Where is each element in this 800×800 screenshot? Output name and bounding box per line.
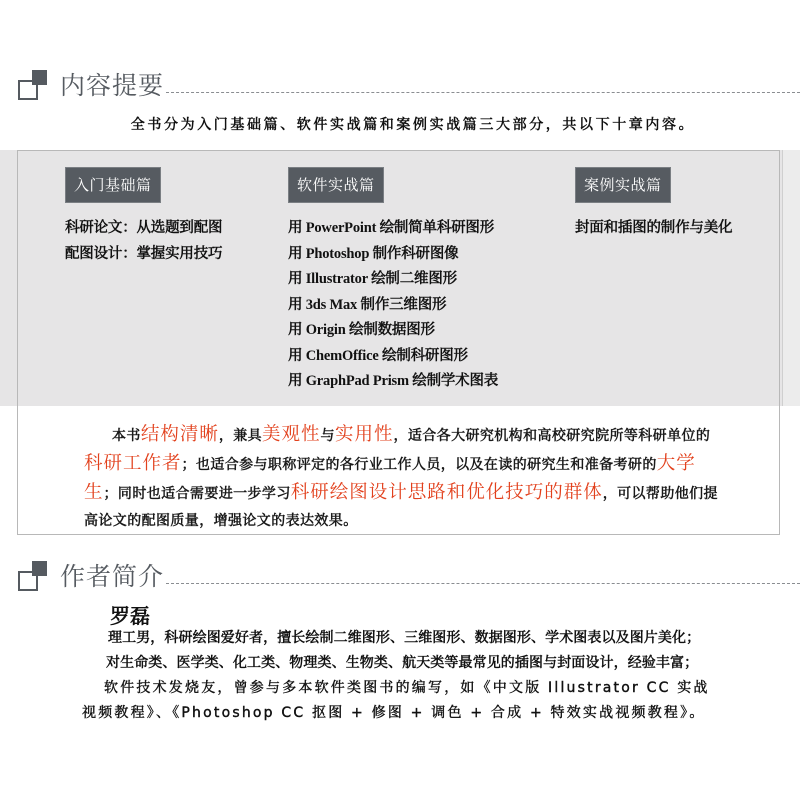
desc-segment: 与 xyxy=(320,428,335,444)
chapter-item: 用 PowerPoint 绘制简单科研图形 xyxy=(288,220,495,236)
author-section-header xyxy=(18,553,164,593)
column-tag-basics: 入门基础篇 xyxy=(65,167,161,203)
column-software xyxy=(288,167,498,395)
bio-line: 视频教程》、《Photoshop CC 抠图 + 修图 + 调色 + 合成 + 特效实战视频教程》。 xyxy=(82,705,706,721)
desc-segment: ，可以帮助他们提高论文的配图质量，增强论文的表达效果。 xyxy=(84,486,718,529)
bio-line: 理工男，科研绘图爱好者，擅长绘制二维图形、三维图形、数据图形、学术图表以及图片美化； xyxy=(108,630,701,646)
desc-segment: ；也适合参与职称评定的各行业工作人员，以及在读的研究生和准备考研的 xyxy=(181,457,657,473)
chapter-item: 用 Origin 绘制数据图形 xyxy=(288,322,435,338)
desc-highlight: 大学生 xyxy=(84,453,696,503)
author-bio xyxy=(82,626,782,726)
chapter-item: 用 Photoshop 制作科研图像 xyxy=(288,245,459,262)
chapter-item: 配图设计：掌握实用技巧 xyxy=(65,245,223,262)
summary-section-header xyxy=(18,62,164,102)
desc-segment: 本书 xyxy=(112,428,141,444)
chapter-item: 封面和插图的制作与美化 xyxy=(575,220,733,236)
chapter-item: 科研论文：从选题到配图 xyxy=(65,220,223,236)
summary-intro-text: 全书分为入门基础篇、软件实战篇和案例实战篇三大部分，共以下十章内容。 xyxy=(130,117,696,133)
column-list-cases xyxy=(575,216,732,242)
desc-highlight: 结构清晰 xyxy=(140,424,219,445)
desc-highlight: 实用性 xyxy=(334,424,394,445)
desc-highlight: 美观性 xyxy=(262,424,321,445)
chapter-item: 用 GraphPad Prism 绘制学术图表 xyxy=(288,373,499,389)
book-description xyxy=(84,421,724,535)
chapter-item: 用 Illustrator 绘制二维图形 xyxy=(288,271,457,287)
column-basics xyxy=(65,167,222,267)
desc-highlight: 科研工作者 xyxy=(84,453,182,474)
summary-title-divider xyxy=(166,92,800,93)
desc-segment: ，适合各大研究机构和高校研究院所等科研单位的 xyxy=(393,428,711,444)
chapter-item: 用 ChemOffice 绘制科研图形 xyxy=(288,347,468,364)
desc-segment: ；同时也适合需要进一步学习 xyxy=(103,486,291,502)
column-list-basics xyxy=(65,216,222,267)
column-cases xyxy=(575,167,732,242)
summary-section-title: 内容提要 xyxy=(60,71,165,100)
author-section-title: 作者简介 xyxy=(60,562,165,591)
overlapping-squares-icon xyxy=(18,70,50,98)
chapter-item: 用 3ds Max 制作三维图形 xyxy=(288,296,447,313)
desc-highlight: 科研绘图设计思路和优化技巧的群体 xyxy=(290,482,603,503)
author-name: 罗磊 xyxy=(110,604,150,628)
author-title-divider xyxy=(166,583,800,584)
bio-line: 软件技术发烧友，曾参与多本软件类图书的编写，如《中文版 Illustrator CC 实战 xyxy=(104,680,710,696)
column-tag-cases: 案例实战篇 xyxy=(575,167,671,203)
bio-line: 对生命类、医学类、化工类、物理类、生物类、航天类等最常见的插图与封面设计，经验丰富； xyxy=(106,655,699,671)
column-tag-software: 软件实战篇 xyxy=(288,167,384,203)
overlapping-squares-icon xyxy=(18,561,50,589)
desc-segment: ，兼具 xyxy=(218,428,263,444)
band-right-edge xyxy=(782,150,800,406)
column-list-software xyxy=(288,216,498,395)
